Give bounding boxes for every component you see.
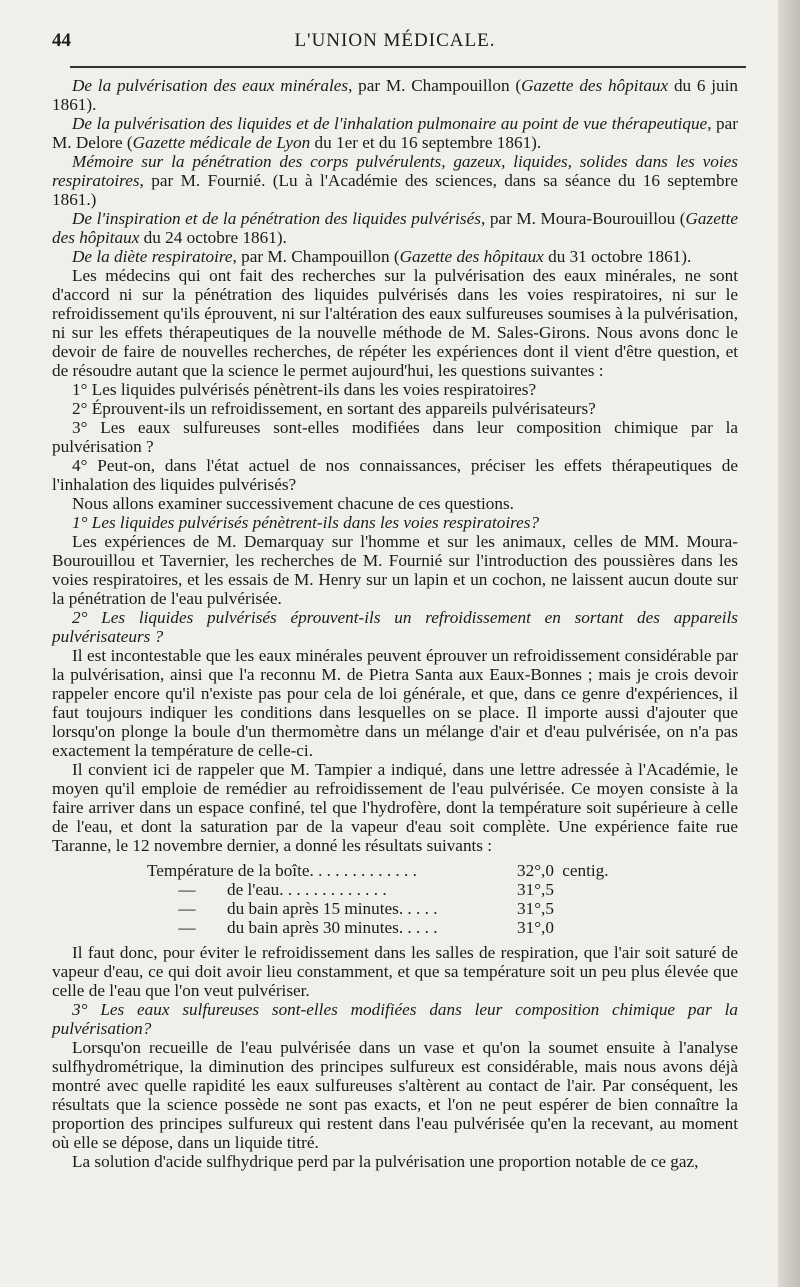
table-row: Température de la boîte. . . . . . . . . . . . . 32°,0 centig.: [147, 861, 609, 880]
table-row: — du bain après 15 minutes. . . . . 31°,5: [178, 899, 554, 918]
question-item: 4° Peut-on, dans l'état actuel de nos connaissances, préciser les effets thérapeutiques de l'inhalation des liquides pulvérisés?: [52, 456, 738, 494]
question-item: 1° Les liquides pulvérisés pénètrent-ils dans les voies respiratoires?: [72, 380, 537, 399]
intro-paragraph: Les médecins qui ont fait des recherches sur la pulvérisation des eaux minérales, ne sont d'accord ni sur la pénétration des liquides pulvérisés dans les voies respiratoires, ni sur le refroidissement qu'ils éprouvent, ni sur l'altération des eaux sulfureuses soumises à la pulvérisation, ni sur les effets thérapeutiques de la nouvelle méthode de M. Sales-Girons. Nous avons donc le devoir de faire de nouvelles recherches, de répéter les expériences dont il vient d'être question, et de résoudre autant que la science le permet aujourd'hui, les questions suivantes :: [52, 266, 738, 380]
header-rule: [70, 66, 746, 68]
section-paragraph: Il est incontestable que les eaux minérales peuvent éprouver un refroidissement considérable par la pulvérisation, ainsi que l'a reconnu M. de Pietra Santa aux Eaux-Bonnes ; mais je crois devoir rappeler encore qu'il n'existe pas pour cela de loi générale, et que, dans ce genre d'expériences, il faut toujours indiquer les conditions dans lesquelles on se place. Il importe aussi d'ajouter que lorsqu'on plonge la boule d'un thermomètre dans un mélange d'air et d'eau pulvérisée, on n'a pas exactement la température de celle-ci.: [52, 646, 738, 760]
reference-item: De la pulvérisation des liquides et de l'inhalation pulmonaire au point de vue thérapeutique, par M. Delore (Gazette médicale de Lyon du 1er et du 16 septembre 1861).: [52, 114, 738, 152]
table-row: — de l'eau. . . . . . . . . . . . . 31°,5: [178, 880, 554, 899]
section-heading: 2° Les liquides pulvérisés éprouvent-ils un refroidissement en sortant des appareils pulvérisateurs ?: [52, 608, 738, 646]
transition-paragraph: Nous allons examiner successivement chacune de ces questions.: [72, 494, 514, 513]
table-row: — du bain après 30 minutes. . . . . 31°,0: [178, 918, 554, 937]
section-paragraph: La solution d'acide sulfhydrique perd par la pulvérisation une proportion notable de ce gaz,: [72, 1152, 699, 1171]
section-paragraph: Il convient ici de rappeler que M. Tampier a indiqué, dans une lettre adressée à l'Académie, le moyen qu'il emploie de remédier au refroidissement de l'eau pulvérisée. Ce moyen consiste à la faire arriver dans un espace confiné, tel que l'hydrofère, dont la température soit supérieure à celle de l'eau, et dont la saturation par de la vapeur d'eau soit complète. Une expérience faite rue Taranne, le 12 novembre dernier, a donné les résultats suivants :: [52, 760, 738, 855]
section-paragraph: Il faut donc, pour éviter le refroidissement dans les salles de respiration, que l'air soit saturé de vapeur d'eau, ce qui doit avoir lieu constamment, et que sa température soit un peu plus élevée que celle de l'eau que l'on veut pulvériser.: [52, 943, 738, 1000]
section-paragraph: Lorsqu'on recueille de l'eau pulvérisée dans un vase et qu'on la soumet ensuite à l'analyse sulfhydrométrique, la diminution des principes sulfureux est considérable, mais nous avons déjà montré avec quelle rapidité les eaux sulfureuses s'altèrent au contact de l'air. Par conséquent, les résultats que la science possède ne sont pas exacts, et l'on ne peut espérer de bien connaître la proportion des principes sulfureux qui restent dans l'eau pulvérisée qu'en la recevant, au moment où elle se dépose, dans un liquide titré.: [52, 1038, 738, 1152]
temperature-table: [147, 861, 738, 937]
section-heading: 1° Les liquides pulvérisés pénètrent-ils dans les voies respiratoires?: [72, 513, 540, 532]
reference-item: Mémoire sur la pénétration des corps pulvérulents, gazeux, liquides, solides dans les voies respiratoires, par M. Fournié. (Lu à l'Académie des sciences, dans sa séance du 16 septembre 1861.): [52, 152, 738, 209]
reference-item: De la pulvérisation des eaux minérales, par M. Champouillon (Gazette des hôpitaux du 6 juin 1861).: [52, 76, 738, 114]
section-paragraph: Les expériences de M. Demarquay sur l'homme et sur les animaux, celles de MM. Moura-Bourouillou et Tavernier, les recherches de M. Fournié sur l'introduction des poussières dans les voies respiratoires, et les essais de M. Henry sur un lapin et un cochon, ne laissent aucun doute sur la pénétration de l'eau pulvérisée.: [52, 532, 738, 608]
reference-item: De la diète respiratoire, par M. Champouillon (Gazette des hôpitaux du 31 octobre 1861).: [72, 247, 692, 266]
running-title: L'UNION MÉDICALE.: [294, 30, 496, 51]
article-body: [52, 76, 738, 1171]
reference-item: De l'inspiration et de la pénétration des liquides pulvérisés, par M. Moura-Bourouillou (Gazette des hôpitaux du 24 octobre 1861).: [52, 209, 739, 247]
question-item: 2° Éprouvent-ils un refroidissement, en sortant des appareils pulvérisateurs?: [72, 399, 596, 418]
question-item: 3° Les eaux sulfureuses sont-elles modifiées dans leur composition chimique par la pulvérisation ?: [52, 418, 738, 456]
page-edge: [778, 0, 800, 1287]
page-header: [52, 30, 738, 60]
section-heading: 3° Les eaux sulfureuses sont-elles modifiées dans leur composition chimique par la pulvérisation?: [52, 1000, 738, 1038]
page-number: 44: [52, 30, 71, 51]
